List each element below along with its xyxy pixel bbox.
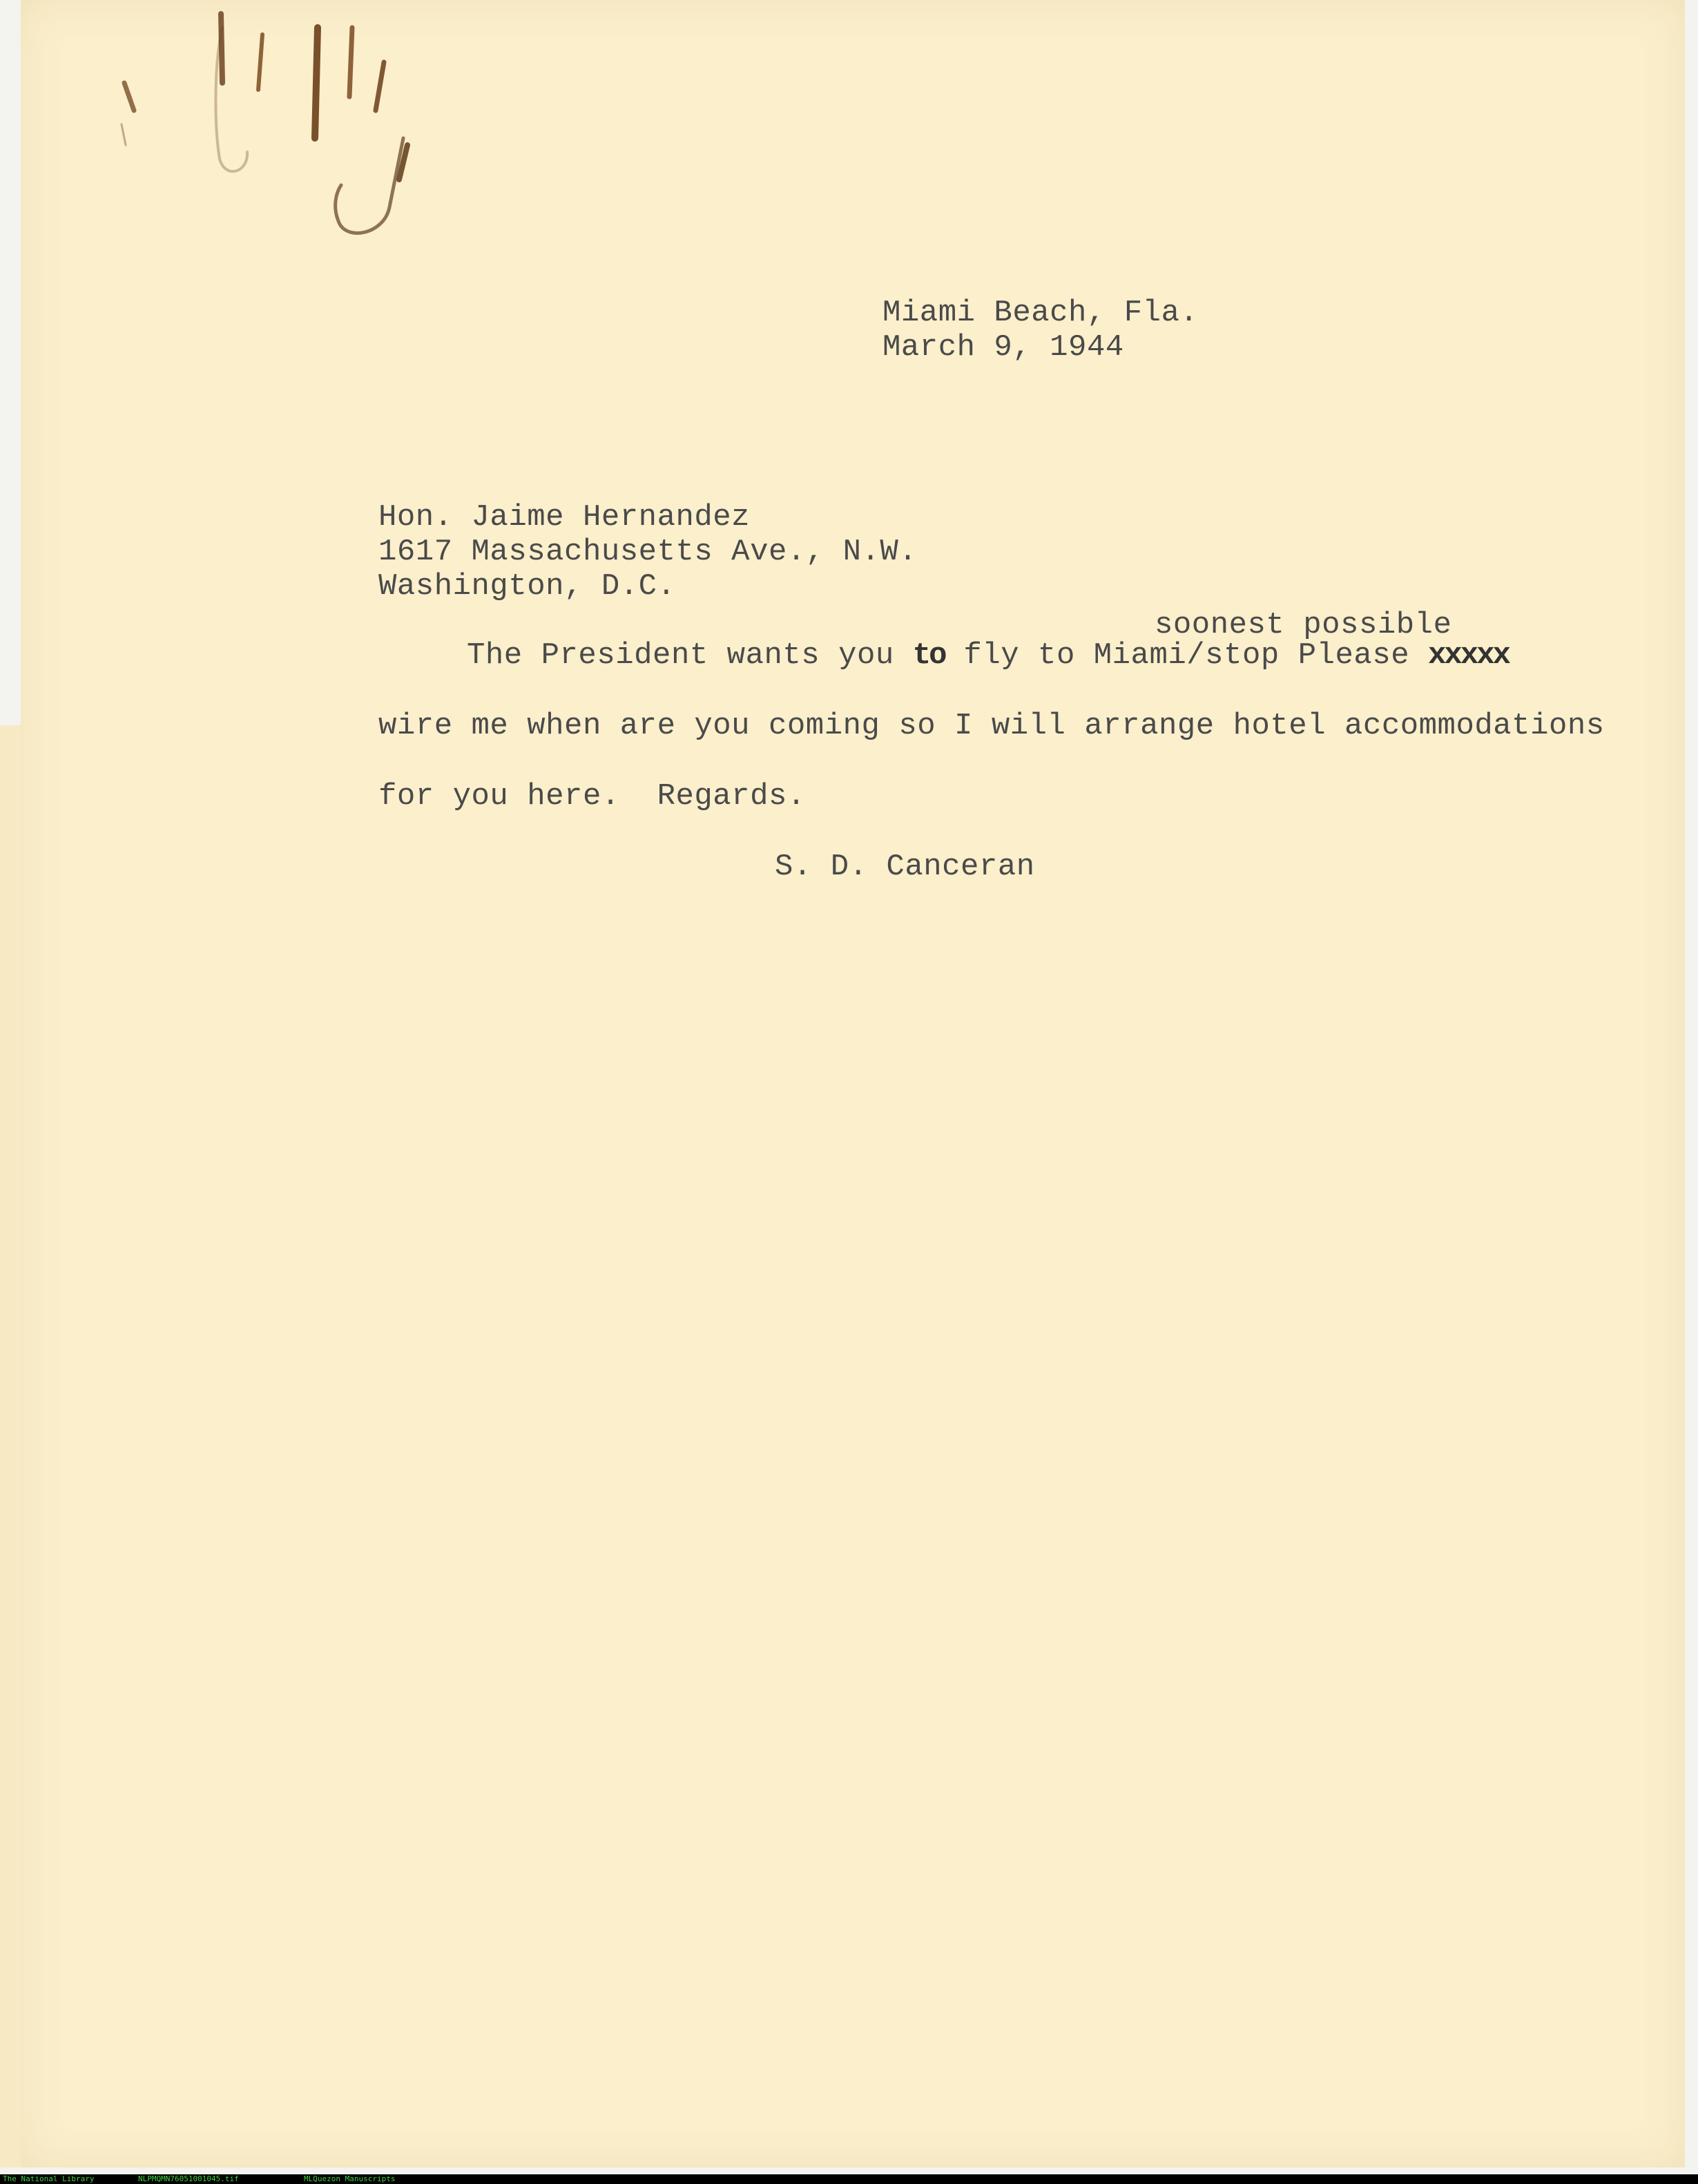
addressee-street: 1617 Massachusetts Ave., N.W. (378, 535, 918, 569)
body-line-3: for you here. Regards. (378, 779, 806, 814)
footer-file-id: NLPMQMN76051001045.tif (138, 2174, 239, 2183)
paperclip-rust-marks (110, 0, 428, 249)
body-line-1 (378, 638, 1509, 673)
body-line-1-start: The President wants you (467, 638, 913, 673)
struck-word-1: to (912, 638, 945, 673)
typed-insertion: soonest possible (1155, 608, 1452, 642)
footer-collection: MLQuezon Manuscripts (304, 2174, 396, 2183)
signature: S. D. Canceran (775, 850, 1035, 884)
addressee-name: Hon. Jaime Hernandez (378, 500, 751, 535)
addressee-city: Washington, D.C. (378, 569, 676, 604)
paper-left-edge (0, 725, 21, 2167)
scan-footer-bar (0, 2174, 1698, 2184)
body-line-2: wire me when are you coming so I will arrange hotel accommodations (378, 709, 1605, 743)
addressee-block (378, 500, 917, 604)
letter-dateline (882, 296, 1198, 365)
letter-place: Miami Beach, Fla. (882, 296, 1199, 330)
letter-paper (21, 0, 1685, 2167)
letter-date: March 9, 1944 (882, 330, 1124, 365)
footer-library: The National Library (3, 2174, 95, 2183)
struck-word-2: xxxxx (1428, 638, 1509, 673)
body-line-1-middle: fly to Miami/stop Please (945, 638, 1429, 673)
